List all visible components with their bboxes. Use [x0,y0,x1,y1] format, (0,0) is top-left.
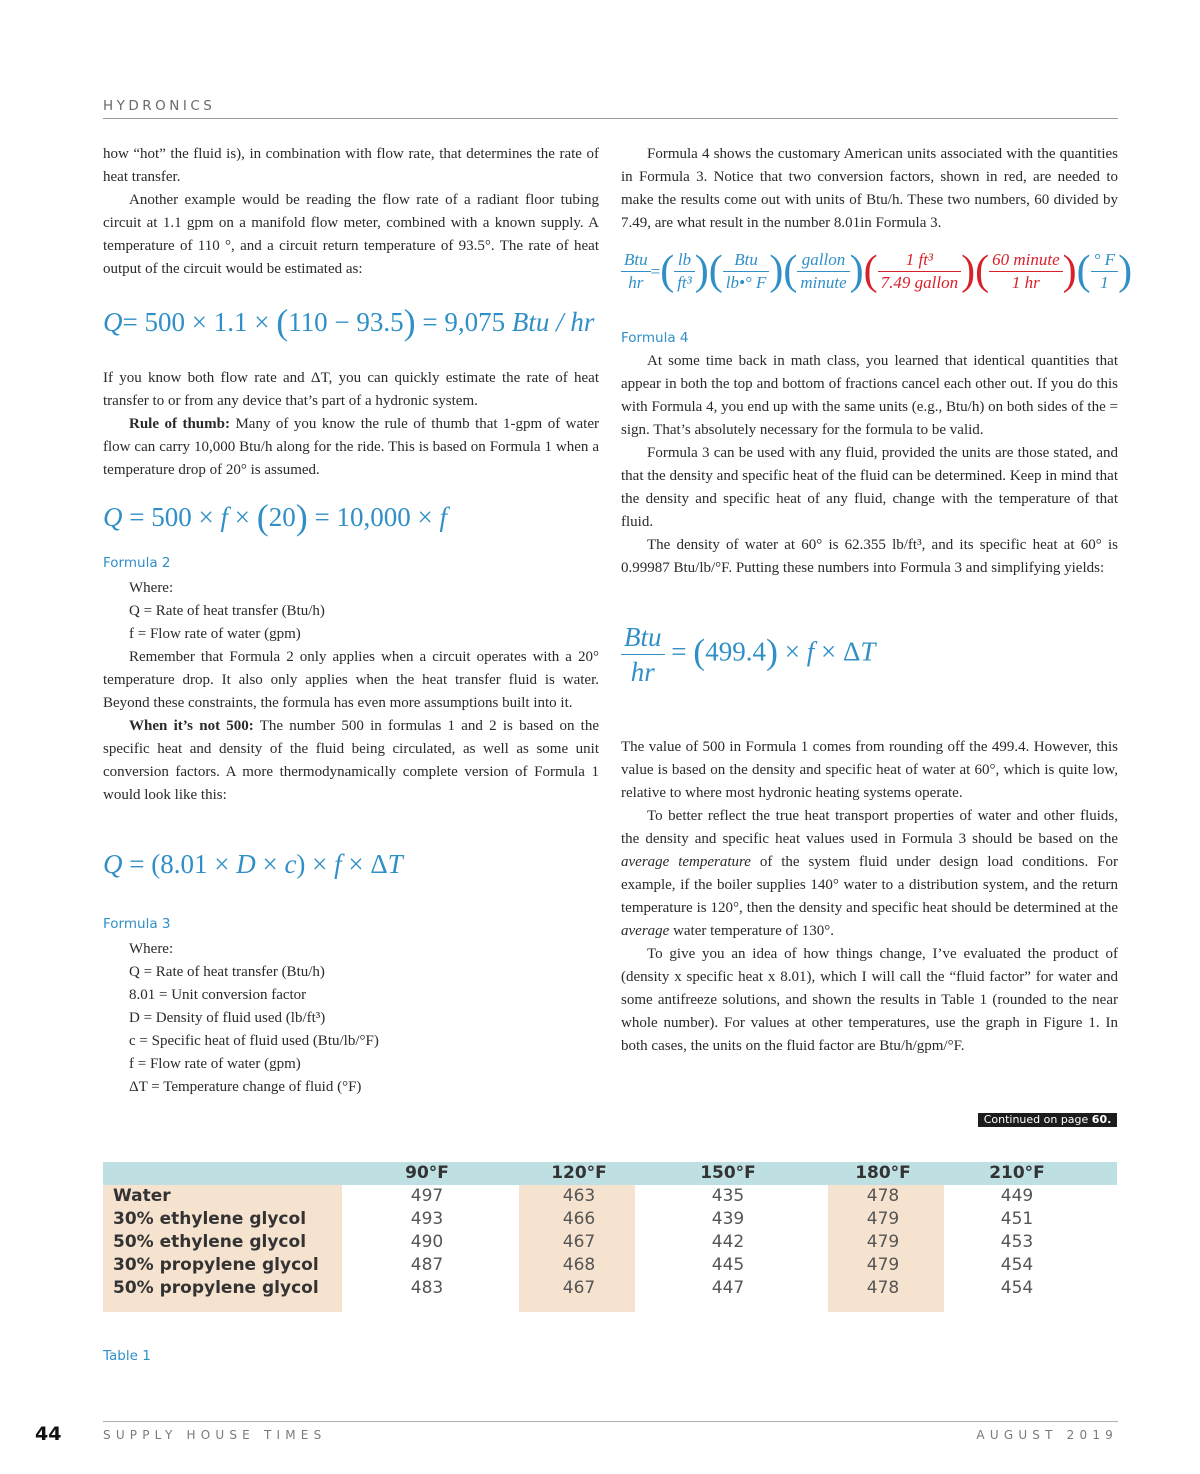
publication-name: SUPPLY HOUSE TIMES [103,1428,327,1442]
eq-text: ) × [296,849,335,879]
table-cell: 487 [410,1255,444,1275]
definition-item: D = Density of fluid used (lb/ft³) [129,1010,326,1026]
eq4-term [797,249,849,294]
eq-text: × Δ [814,636,861,667]
eq-symbol: T [387,849,403,879]
eq4-denominator: hr [621,271,651,294]
eq4-paren: ( [863,248,878,294]
table-1-caption: Table 1 [103,1348,151,1364]
eq4-denominator: lb•° F [723,271,770,294]
eq-text: × Δ [341,849,388,879]
eq4-paren: ( [660,248,675,294]
table-cell: 479 [866,1255,900,1275]
equation-5 [621,620,1118,700]
eq4-numerator: 60 minute [992,250,1060,269]
eq4-denominator: ft³ [674,271,695,294]
formula-3-caption: Formula 3 [103,916,171,932]
eq-text: × [255,849,285,879]
table-cell: 493 [410,1209,444,1229]
definition-item: f = Flow rate of water (gpm) [129,626,301,642]
eq5-numerator: Btu [624,622,662,652]
paragraph: The density of water at 60° is 62.355 lb/ft³, and its specific heat at 60° is 0.99987 Btu/lb/°F. Putting these numbers into Formula 3 and simplifying yields: [621,537,1118,576]
eq4-paren: ( [1076,248,1091,294]
eq-text: 110 − 93.5 [288,307,404,337]
table-cell: 454 [1000,1278,1034,1298]
table-cell: 449 [1000,1186,1034,1206]
table-cell: 467 [562,1278,596,1298]
eq-text: = 9,075 [415,307,512,337]
eq4-paren: ) [769,248,784,294]
definition-item: Q = Rate of heat transfer (Btu/h) [129,603,325,619]
continued-label: Continued on page [983,1113,1092,1126]
eq-paren: ( [276,302,289,342]
definition-item: f = Flow rate of water (gpm) [129,1056,301,1072]
eq4-denominator: 1 [1091,271,1118,294]
eq4-conversion-term [878,249,961,294]
eq-paren: ) [295,497,308,537]
paragraph: The value of 500 in Formula 1 comes from rounding off the 499.4. However, this value is based on the density and specific heat of water at 60°, which is quite low, relative to where most hydronic heating systems operate. [621,739,1118,801]
formula-2-caption: Formula 2 [103,555,171,571]
eq-paren: ( [693,631,706,672]
eq4-paren: ) [1062,248,1077,294]
eq-symbol: Q [103,502,123,532]
table-cell: 466 [562,1209,596,1229]
eq4-numerator: Btu [624,250,648,269]
eq4-term [1091,249,1118,294]
table-cell: 467 [562,1232,596,1252]
table-cell: 442 [711,1232,745,1252]
eq-text: = 10,000 × [307,502,440,532]
equation-1 [103,302,599,351]
paragraph: how “hot” the fluid is), in combination with flow rate, that determines the rate of heat transfer. [103,146,599,185]
eq4-term [621,249,651,294]
issue-date: AUGUST 2019 [976,1428,1118,1442]
table-cell: 478 [866,1186,900,1206]
definition-item: ΔT = Temperature change of fluid (°F) [129,1079,362,1095]
table-header-cell: 120°F [551,1163,607,1183]
table-cell: 479 [866,1209,900,1229]
eq4-paren: ( [783,248,798,294]
table-row-label: 50% propylene glycol [113,1278,319,1298]
table-cell: 439 [711,1209,745,1229]
table-row-label: 30% propylene glycol [113,1255,319,1275]
eq-symbol: Q [103,307,123,337]
eq-symbol: f [334,849,342,879]
formula-4-caption: Formula 4 [621,330,689,346]
paragraph-text: water temperature of 130°. [669,923,834,939]
eq-text: 499.4 [705,636,766,667]
paragraph: At some time back in math class, you learned that identical quantities that appear in both the top and bottom of fractions cancel each other out. If you do this with Formula 4, you end up with the same units (e.g., Btu/h) on both sides of the = sign. That’s absolutely necessary for the formula to be valid. [621,353,1118,438]
eq-text: = [664,636,694,667]
eq4-term [674,249,695,294]
table-header-cell: 150°F [700,1163,756,1183]
paragraph: To give you an idea of how things change, I’ve evaluated the product of (density x specific heat x 8.01), which I will call the “fluid factor” for water and some antifreeze solutions, and shown the results in Table 1 (rounded to the near whole number). For values at other temperatures, use the graph in Figure 1. In both cases, the units on the fluid factor are Btu/h/gpm/°F. [621,946,1118,1054]
page-number: 44 [35,1423,62,1445]
table-cell: 435 [711,1186,745,1206]
eq-text: 20 [268,502,296,532]
footer-divider [103,1421,1118,1422]
table-header-cell: 90°F [405,1163,449,1183]
table-cell: 445 [711,1255,745,1275]
eq4-numerator: gallon [801,250,846,269]
table-header-cell: 180°F [855,1163,911,1183]
eq4-paren: ( [708,248,723,294]
eq4-denominator: 7.49 gallon [878,271,961,294]
eq4-numerator: 1 ft³ [905,250,934,269]
eq-text: × [227,502,257,532]
eq4-paren: ) [849,248,864,294]
eq4-paren: ) [1118,248,1133,294]
eq4-numerator: lb [677,250,692,269]
eq-symbol: f [806,636,815,667]
run-in-head: Rule of thumb: [129,416,230,432]
emphasis: average temperature [621,854,751,870]
equation-4 [621,248,1133,313]
eq4-equals: = [650,262,661,281]
table-cell: 483 [410,1278,444,1298]
table-row-label: Water [113,1186,171,1206]
paragraph-text: Many of you know the rule of thumb that 1-gpm of water flow can carry 10,000 Btu/h along for the ride. This is based on Formula 1 when a temperature drop of 20° is assumed. [103,416,599,478]
eq4-denominator: 1 hr [989,271,1063,294]
eq-symbol: Q [103,849,123,879]
eq-text: = 500 × [122,502,221,532]
emphasis: average [621,923,670,939]
table-cell: 447 [711,1278,745,1298]
eq-paren: ) [765,631,778,672]
eq-symbol: f [220,502,228,532]
eq-text: = (8.01 × [122,849,237,879]
table-cell: 479 [866,1232,900,1252]
paragraph: If you know both flow rate and ΔT, you can quickly estimate the rate of heat transfer to or from any device that’s part of a hydronic system. [103,370,599,409]
eq-symbol: f [439,502,447,532]
run-in-head: When it’s not 500: [129,718,254,734]
eq4-term [723,249,770,294]
table-header-cell: 210°F [989,1163,1045,1183]
table-cell: 451 [1000,1209,1034,1229]
eq-symbol: T [860,636,876,667]
paragraph [103,715,599,807]
paragraph-text: To better reflect the true heat transport properties of water and other fluids, the density and specific heat values used in Formula 3 should be based on the [621,808,1118,847]
eq4-paren: ) [961,248,976,294]
eq4-conversion-term [989,249,1063,294]
table-cell: 497 [410,1186,444,1206]
paragraph [103,413,599,482]
eq4-numerator: ° F [1093,250,1116,269]
continued-page-number: 60. [1091,1113,1112,1126]
table-cell: 478 [866,1278,900,1298]
table-row-label: 50% ethylene glycol [113,1232,307,1252]
definition-item: Q = Rate of heat transfer (Btu/h) [129,964,325,980]
table-cell: 453 [1000,1232,1034,1252]
eq-paren: ) [403,302,416,342]
equation-2 [103,497,599,546]
right-column [621,143,1133,1058]
where-label: Where: [129,580,174,596]
paragraph-text: of the system fluid under design load conditions. For example, if the boiler supplies 140° water to a distribution system, and the return temperature is 120°, then the density and specific heat should be determined at the [621,854,1118,916]
eq-symbol: c [284,849,297,879]
left-column [103,143,599,1099]
table-cell: 468 [562,1255,596,1275]
eq4-denominator: minute [797,271,849,294]
eq4-numerator: Btu [734,250,758,269]
table-row-label: 30% ethylene glycol [113,1209,307,1229]
paragraph-text: The number 500 in formulas 1 and 2 is based on the specific heat and density of the fluid being circulated, as well as some unit conversion factors. A more thermodynamically complete version of Formula 1 would look like this: [103,718,599,803]
equation-3 [103,849,599,893]
paragraph: Formula 3 can be used with any fluid, provided the units are those stated, and that the density and specific heat of the fluid can be determined. Keep in mind that the density and specific heat of any fluid, change with the temperature of that fluid. [621,445,1118,530]
paragraph: Remember that Formula 2 only applies when a circuit operates with a 20° temperature drop. It also only applies when the heat transfer fluid is water. Beyond these constraints, the formula has even more assumptions built into it. [103,649,599,711]
table-cell: 490 [410,1232,444,1252]
continued-on-page-link[interactable] [978,1113,1117,1127]
section-header: HYDRONICS [103,98,1118,119]
paragraph: Another example would be reading the flow rate of a radiant floor tubing circuit at 1.1 gpm on a manifold flow meter, combined with a known supply. A temperature of 110 °, and a circuit return temperature of 93.5°. The rate of heat output of the circuit would be estimated as: [103,192,599,277]
where-label: Where: [129,941,174,957]
table-cell: 454 [1000,1255,1034,1275]
eq-text: × [777,636,807,667]
eq-unit: Btu / hr [511,307,595,337]
definition-item: c = Specific heat of fluid used (Btu/lb/°F) [129,1033,379,1049]
eq-symbol: D [236,849,256,879]
eq-paren: ( [256,497,269,537]
table-cell: 463 [562,1186,596,1206]
eq4-paren: ( [975,248,990,294]
eq5-denominator: hr [621,654,665,689]
eq4-paren: ) [694,248,709,294]
paragraph [621,805,1118,943]
eq-text: = 500 × 1.1 × [122,307,277,337]
definition-item: 8.01 = Unit conversion factor [129,987,307,1003]
paragraph: Formula 4 shows the customary American units associated with the quantities in Formula 3. Notice that two conversion factors, shown in red, are needed to make the results come out with units of Btu/h. These two numbers, 60 divided by 7.49, are what result in the number 8.01in Formula 3. [621,146,1118,231]
eq5-fraction [621,620,665,689]
